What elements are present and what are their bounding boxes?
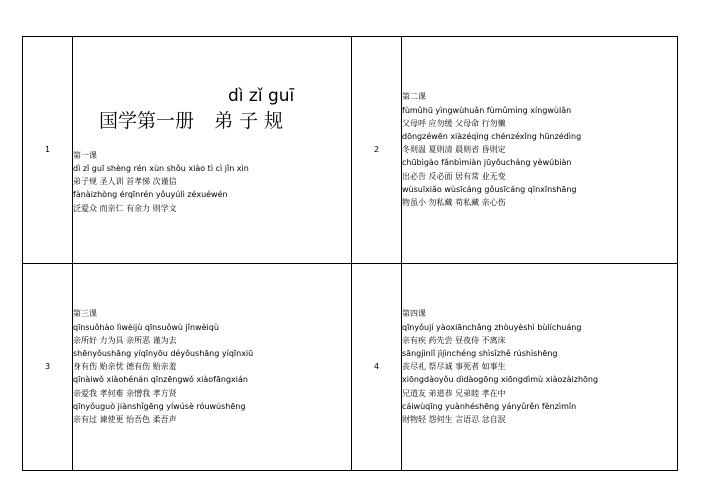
lesson-line: 物虽小 勿私藏 苟私藏 亲心伤 xyxy=(402,198,506,208)
lesson-cell-4 xyxy=(402,263,678,470)
lesson-line: 丧尽礼 祭尽诚 事死者 如事生 xyxy=(402,362,506,372)
lesson-line: 财物轻 怨何生 言语忍 忿自泯 xyxy=(402,415,506,425)
page-title xyxy=(73,109,351,133)
text-title: 弟 子 规 xyxy=(214,109,284,132)
lesson-number-cell: 3 xyxy=(23,263,73,470)
lesson-line: 亲爱我 孝何难 亲憎我 孝方贤 xyxy=(73,388,177,398)
lesson-line: qīnyǒuguò jiànshǐgēng yíwúsè róuwúshēng xyxy=(73,401,246,411)
lesson-line: 亲所好 力为具 亲所恶 谨为去 xyxy=(73,335,177,345)
lesson-line: cáiwùqīng yuànhéshēng yányǔrěn fènzìmǐn xyxy=(402,401,577,411)
lesson-line: shēnyǒushāng yíqīnyōu déyǒushāng yíqīnxiū xyxy=(73,349,254,359)
lesson-cell-2 xyxy=(402,37,678,264)
lesson-heading: 第三课 xyxy=(73,309,97,319)
worksheet-table xyxy=(22,36,678,471)
title-pinyin: dì zǐ guī xyxy=(228,85,295,106)
table-row xyxy=(23,263,678,470)
lesson-line: dōngzéwēn xiàzéqìng chénzéxǐng hūnzédìng xyxy=(402,132,582,142)
lesson-line: 泛爱众 而亲仁 有余力 则学文 xyxy=(73,203,177,213)
lesson-line: 父母呼 应勿缓 父母命 行勿懒 xyxy=(402,118,506,128)
lesson-line: qīnyǒují yàoxiānchǎng zhòuyèshì bùlíchuáng xyxy=(402,322,582,332)
table-row xyxy=(23,37,678,264)
lesson-line: qīnsuǒhào lìwèijù qīnsuǒwù jǐnwèiqù xyxy=(73,322,219,332)
lesson-line: 出必告 反必面 居有常 业无变 xyxy=(402,171,506,181)
lesson-line: 弟子规 圣人训 首孝悌 次谨信 xyxy=(73,177,177,187)
lesson-line: xiōngdàoyǒu dìdàogōng xiōngdìmù xiàozàizhōng xyxy=(402,375,599,385)
lesson-line: 亲有过 谏使更 怡吾色 柔吾声 xyxy=(73,415,177,425)
lesson-line: 兄道友 弟道恭 兄弟睦 孝在中 xyxy=(402,388,506,398)
lesson-line: wùsuīxiǎo wùsīcáng gǒusīcáng qīnxīnshāng xyxy=(402,184,577,194)
lesson-cell-1 xyxy=(73,37,352,264)
lesson-line: chūbìgào fǎnbìmiàn jūyǒucháng yèwúbiàn xyxy=(402,158,572,168)
lesson-line: 亲有疾 药先尝 昼夜侍 不离床 xyxy=(402,335,506,345)
lesson-heading: 第一课 xyxy=(73,150,97,160)
lesson-line: qīnàiwǒ xiàohénán qīnzēngwǒ xiàofāngxián xyxy=(73,375,248,385)
lesson-heading: 第四课 xyxy=(402,309,426,319)
lesson-heading: 第二课 xyxy=(402,92,426,102)
lesson-line: sāngjìnlǐ jìjìnchéng shìsǐzhě rúshìshēng xyxy=(402,349,558,359)
lesson-line: fànàizhòng érqīnrén yǒuyúlì zéxuéwén xyxy=(73,190,228,200)
lesson-cell-3 xyxy=(73,263,352,470)
lesson-line: fùmǔhū yìngwùhuǎn fùmǔmìng xíngwùlǎn xyxy=(402,105,572,115)
lesson-number-cell: 1 xyxy=(23,37,73,264)
lesson-number-cell: 2 xyxy=(352,37,402,264)
lesson-line: 身有伤 贻亲忧 德有伤 贻亲羞 xyxy=(73,362,177,372)
lesson-number-cell: 4 xyxy=(352,263,402,470)
lesson-line: dì zǐ guī shèng rén xùn shǒu xiào tì cì jǐn xìn xyxy=(73,164,249,174)
lesson-line: 冬则温 夏则清 晨则省 昏则定 xyxy=(402,145,506,155)
book-title: 国学第一册 xyxy=(99,109,195,132)
